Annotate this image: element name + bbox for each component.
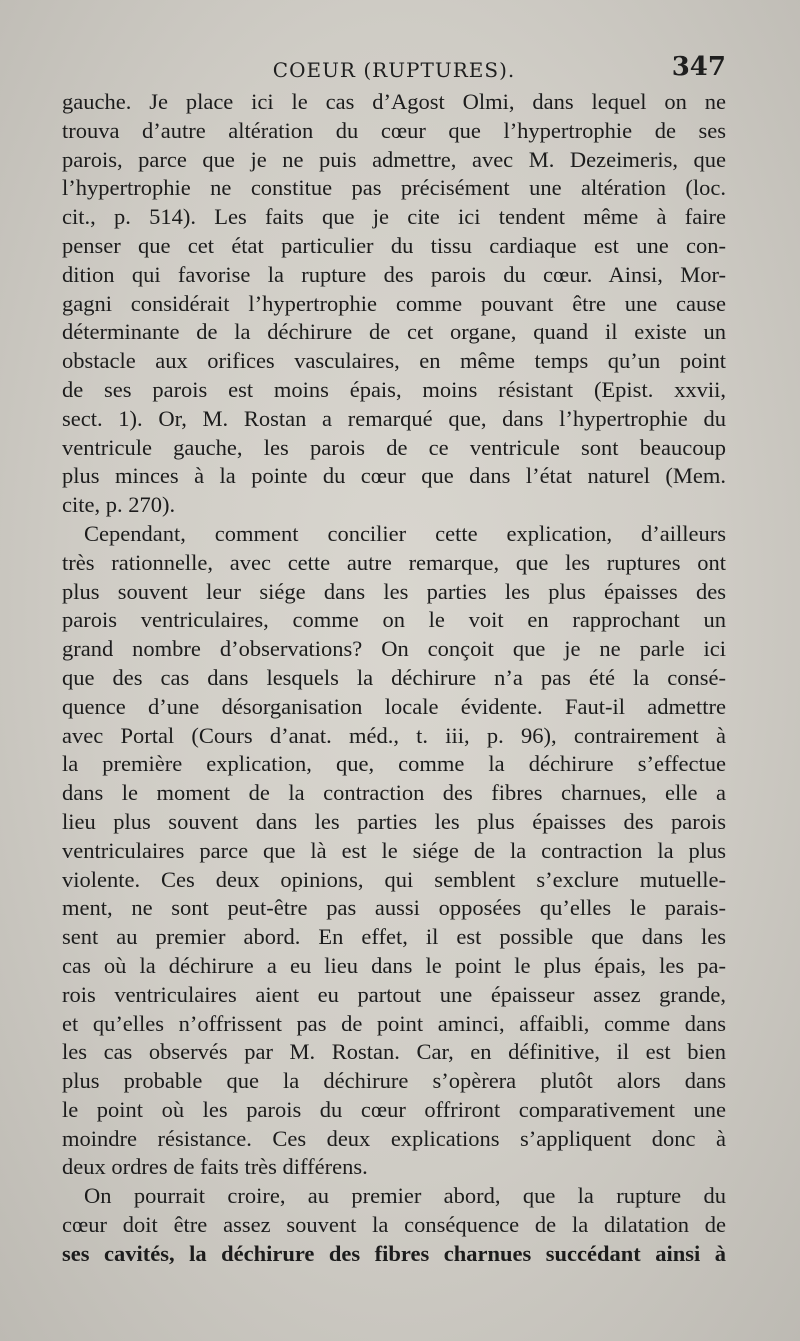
text-line: l’hypertrophie ne constitue pas précisément une altération (loc. [62,175,726,201]
running-title: COEUR (RUPTURES). [272,58,516,82]
text-line: la première explication, que, comme la déchirure s’effectue [62,751,726,777]
text-line: plus probable que la déchirure s’opèrera plutôt alors dans [62,1068,726,1094]
text-line: quence d’une désorganisation locale évidente. Faut-il admettre [62,693,726,719]
paragraph-first-line: Cependant, comment concilier cette explication, d’ailleurs [84,520,726,546]
text-line: dans le moment de la contraction des fibres charnues, elle a [62,780,726,806]
text-line: gauche. Je place ici le cas d’Agost Olmi, dans lequel on ne [62,89,726,114]
text-line: avec Portal (Cours d’anat. méd., t. iii, p. 96), contrairement à [62,722,726,748]
text-line: gagni considérait l’hypertrophie comme pouvant être une cause [62,290,726,316]
text-line: trouva d’autre altération du cœur que l’hypertrophie de ses [62,117,726,143]
text-line: moindre résistance. Ces deux explications s’appliquent donc à [62,1125,726,1151]
text-line: penser que cet état particulier du tissu cardiaque est une con- [62,232,726,258]
text-line: cite, p. 270). [62,492,176,518]
text-line: lieu plus souvent dans les parties les plus épaisses des parois [62,808,726,834]
text-line: deux ordres de faits très différens. [62,1154,368,1180]
text-line: rois ventriculaires aient eu partout une épaisseur assez grande, [62,981,726,1007]
text-line: cœur doit être assez souvent la conséquence de la dilatation de [62,1212,726,1238]
text-line: violente. Ces deux opinions, qui semblent s’exclure mutuelle- [62,866,726,892]
page-header [62,52,726,88]
text-line: ventriculaires parce que là est le siége de la contraction la plus [62,837,726,863]
text-line: grand nombre d’observations? On conçoit que je ne parle ici [62,636,726,662]
text-line: sent au premier abord. En effet, il est possible que dans les [62,924,726,950]
text-line: ment, ne sont peut-être pas aussi opposées qu’elles le parais- [62,895,726,921]
text-line: déterminante de la déchirure de cet organe, quand il existe un [62,319,726,345]
text-line: que des cas dans lesquels la déchirure n’a pas été la consé- [62,664,726,690]
text-line: de ses parois est moins épais, moins résistant (Epist. xxvii, [62,376,726,402]
page-number: 347 [671,52,726,82]
text-line: cit., p. 514). Les faits que je cite ici tendent même à faire [62,204,726,230]
body-text [62,88,726,1269]
text-line: et qu’elles n’offrissent pas de point aminci, affaibli, comme dans [62,1010,726,1036]
text-line: plus minces à la pointe du cœur que dans l’état naturel (Mem. [62,463,726,489]
text-line: ses cavités, la déchirure des fibres charnues succédant ainsi à [62,1240,726,1266]
text-line: parois, parce que je ne puis admettre, avec M. Dezeimeris, que [62,146,726,172]
text-line: dition qui favorise la rupture des parois du cœur. Ainsi, Mor- [62,261,726,287]
text-line: parois ventriculaires, comme on le voit en rapprochant un [62,607,726,633]
text-line: plus souvent leur siége dans les parties les plus épaisses des [62,578,726,604]
text-line: très rationnelle, avec cette autre remarque, que les ruptures ont [62,549,726,575]
text-line: cas où la déchirure a eu lieu dans le point le plus épais, les pa- [62,952,726,978]
text-line: les cas observés par M. Rostan. Car, en définitive, il est bien [62,1039,726,1065]
text-line: sect. 1). Or, M. Rostan a remarqué que, dans l’hypertrophie du [62,405,726,431]
text-line: le point où les parois du cœur offriront comparativement une [62,1096,726,1122]
text-line: ventricule gauche, les parois de ce ventricule sont beaucoup [62,434,726,460]
paragraph-first-line: On pourrait croire, au premier abord, que la rupture du [84,1183,726,1209]
text-line: obstacle aux orifices vasculaires, en même temps qu’un point [62,348,726,374]
